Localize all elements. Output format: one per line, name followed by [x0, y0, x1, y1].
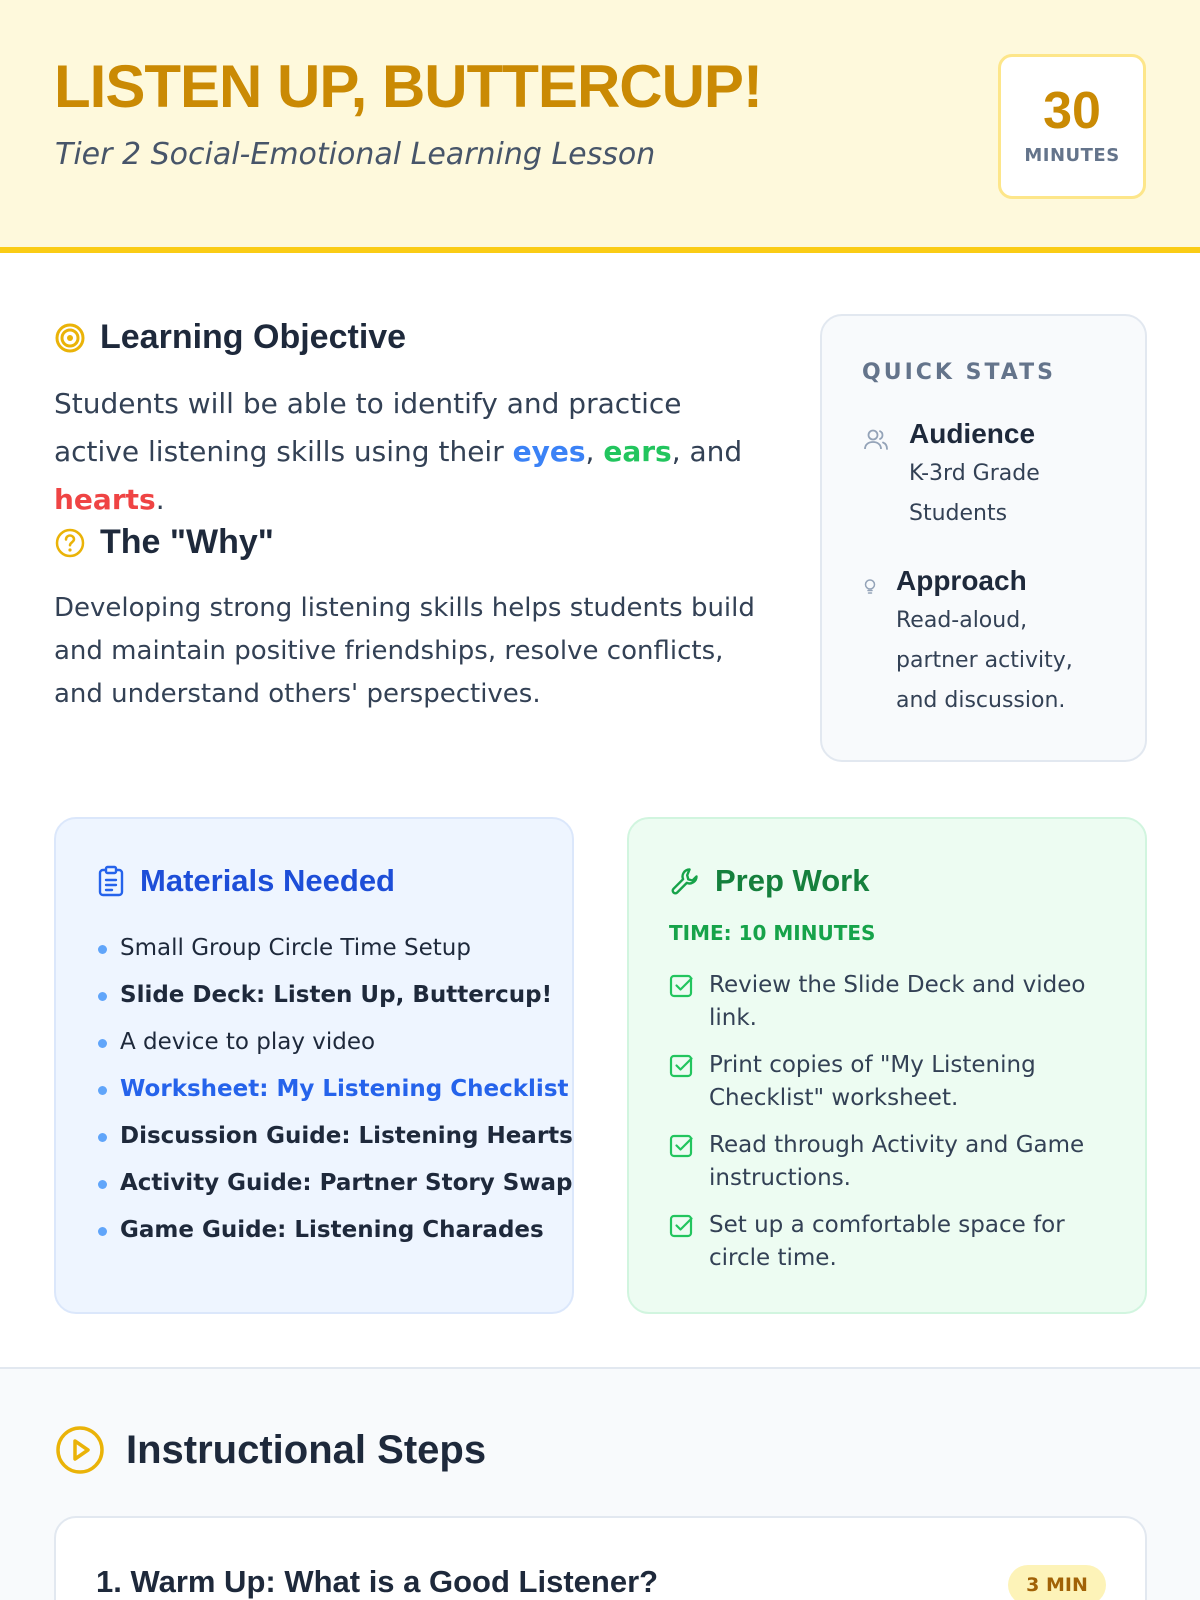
steps-heading: [54, 1424, 486, 1476]
materials-heading: [96, 863, 395, 899]
materials-heading-label: Materials Needed: [140, 863, 395, 898]
keyword-hearts: hearts: [54, 483, 156, 516]
lesson-title: LISTEN UP, BUTTERCUP!: [54, 53, 762, 120]
keyword-eyes: eyes: [512, 435, 586, 468]
stat-audience: [909, 418, 1119, 534]
worksheet-link[interactable]: Worksheet: My Listening Checklist: [96, 1074, 573, 1121]
why-text: Developing strong listening skills helps students build and maintain positive friendships, resolve conflicts, and understand others' perspectives.: [54, 593, 755, 709]
prep-item: Set up a comfortable space for circle time.: [669, 1209, 1114, 1275]
quick-stats-title: QUICK STATS: [862, 360, 1056, 385]
play-circle-icon: [54, 1424, 106, 1476]
list-item: Game Guide: Listening Charades: [96, 1215, 573, 1262]
prep-card: [627, 817, 1147, 1314]
lesson-subtitle: Tier 2 Social-Emotional Learning Lesson: [55, 137, 656, 172]
list-item: Activity Guide: Partner Story Swap: [96, 1168, 573, 1215]
objective-heading-label: Learning Objective: [100, 318, 407, 356]
list-item: A device to play video: [96, 1027, 573, 1074]
why-heading-label: The "Why": [100, 523, 274, 561]
users-icon: [862, 426, 890, 454]
list-item: Slide Deck: Listen Up, Buttercup!: [96, 980, 573, 1027]
lesson-header: [0, 0, 1200, 253]
step-card-1: [54, 1516, 1147, 1600]
why-heading: [54, 523, 274, 562]
step-time-badge: 3 MIN: [1008, 1565, 1106, 1600]
wrench-icon: [669, 865, 701, 897]
materials-list: [96, 933, 573, 1262]
stat-approach-label: Approach: [896, 565, 1027, 596]
prep-list: [669, 969, 1114, 1289]
prep-item: Review the Slide Deck and video link.: [669, 969, 1114, 1035]
list-item: Small Group Circle Time Setup: [96, 933, 573, 980]
materials-card: [54, 817, 574, 1314]
target-icon: [54, 322, 86, 354]
objective-text: Students will be able to identify and practice active listening skills using their eyes, ears, and hearts.: [54, 387, 743, 516]
prep-item: Read through Activity and Game instructions.: [669, 1129, 1114, 1195]
prep-time: TIME: 10 MINUTES: [669, 921, 876, 945]
step-title: 1. Warm Up: What is a Good Listener?: [96, 1564, 659, 1599]
prep-heading: [669, 863, 869, 899]
duration-value: 30: [1043, 82, 1101, 140]
duration-unit: MINUTES: [1024, 145, 1120, 166]
keyword-ears: ears: [603, 435, 672, 468]
prep-item: Print copies of "My Listening Checklist" worksheet.: [669, 1049, 1114, 1115]
clipboard-icon: [96, 865, 126, 897]
list-item: Discussion Guide: Listening Hearts: [96, 1121, 573, 1168]
stat-approach-value: Read-aloud, partner activity, and discussion.: [896, 608, 1073, 713]
checkbox-icon: [669, 1213, 695, 1249]
steps-heading-label: Instructional Steps: [126, 1427, 487, 1472]
checkbox-icon: [669, 973, 695, 1009]
stat-audience-label: Audience: [909, 418, 1036, 449]
objective-heading: [54, 318, 406, 357]
duration-badge: [998, 54, 1146, 199]
stat-audience-value: K-3rd Grade Students: [909, 461, 1040, 526]
quick-stats-panel: [820, 314, 1147, 762]
question-icon: [54, 527, 86, 559]
prep-heading-label: Prep Work: [715, 863, 870, 898]
checkbox-icon: [669, 1133, 695, 1169]
lightbulb-icon: [862, 578, 878, 596]
checkbox-icon: [669, 1053, 695, 1089]
stat-approach: [896, 565, 1126, 721]
